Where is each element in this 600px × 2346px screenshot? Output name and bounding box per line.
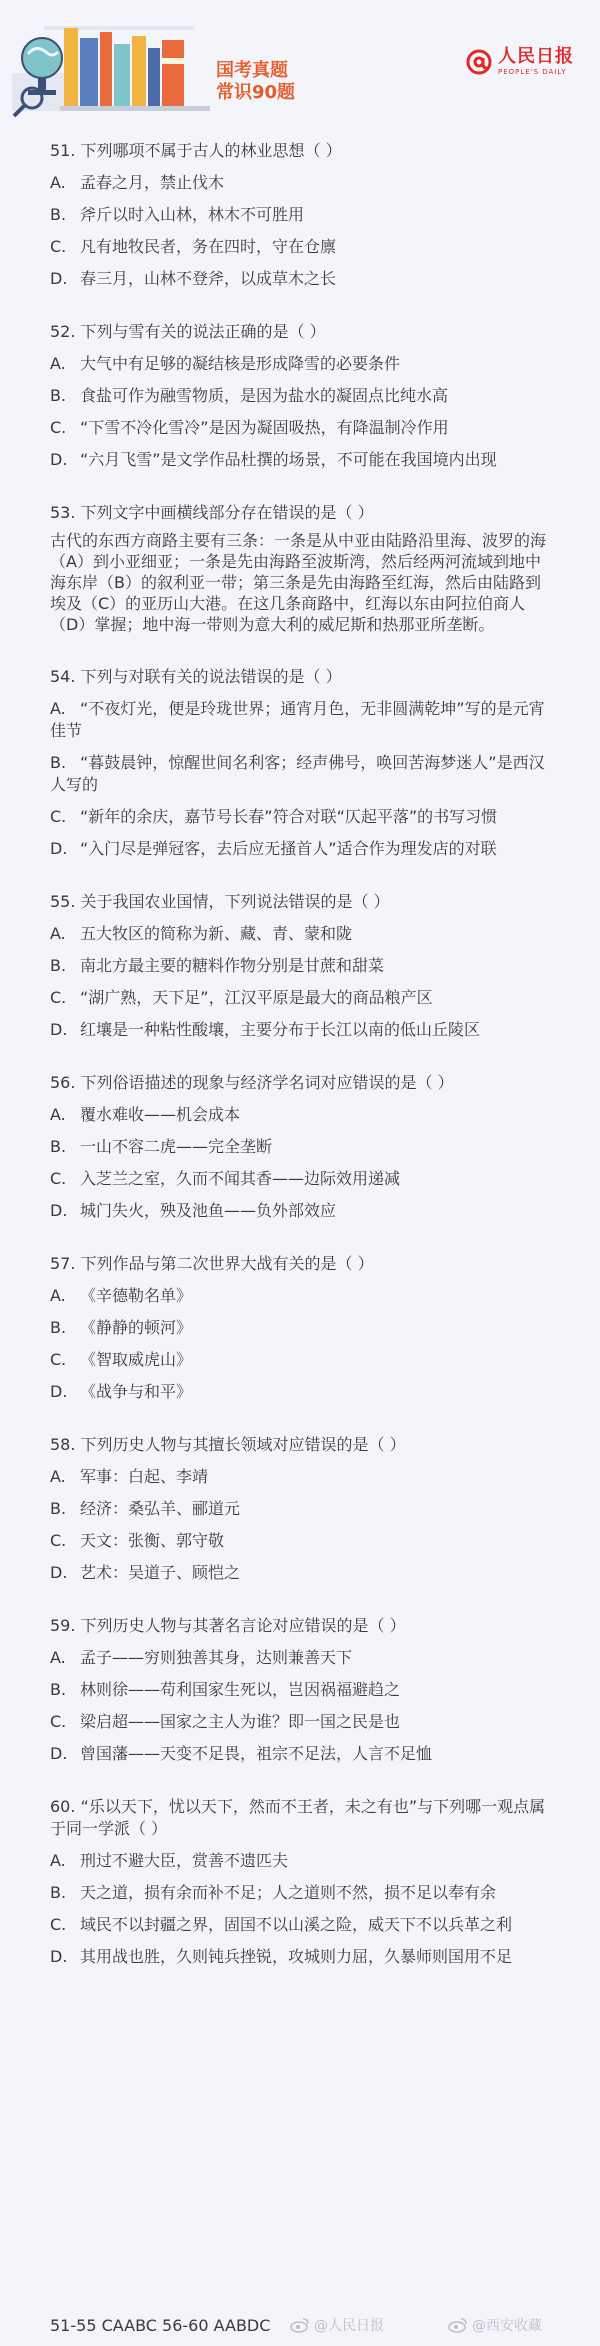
question-stem: 56. 下列俗语描述的现象与经济学名词对应错误的是（ ） <box>50 1073 454 1092</box>
question-stem: 60. “乐以天下，忧以天下，然而不王者，未之有也”与下列哪一观点属于同一学派（ ） <box>50 1797 546 1838</box>
option-letter: D. <box>50 269 68 288</box>
option-a <box>50 172 554 194</box>
brand-name-english: PEOPLE'S DAILY <box>498 68 567 76</box>
option-text: 林则徐——苟利国家生死以，岂因祸福避趋之 <box>80 1680 401 1699</box>
option-text: 军事：白起、李靖 <box>80 1467 209 1486</box>
option-text: “下雪不冷化雪冷”是因为凝固吸热，有降温制冷作用 <box>80 418 449 437</box>
option-letter: B. <box>50 1137 67 1156</box>
option-text: 斧斤以时入山林，林木不可胜用 <box>80 205 305 224</box>
peoples-daily-logo <box>466 48 574 76</box>
weibo-icon <box>448 2317 468 2333</box>
question-56 <box>50 1072 554 1222</box>
option-d <box>50 1381 554 1403</box>
option-b <box>50 204 554 226</box>
weibo-icon <box>290 2317 310 2333</box>
option-text: “不夜灯光，便是玲珑世界；通宵月色，无非圆满乾坤”写的是元宵佳节 <box>50 699 545 740</box>
option-a <box>50 923 554 945</box>
option-letter: C. <box>50 1531 67 1550</box>
option-letter: D. <box>50 1020 68 1039</box>
option-letter: B. <box>50 205 67 224</box>
question-51 <box>50 140 554 290</box>
option-a <box>50 1466 554 1488</box>
option-letter: A. <box>50 924 66 943</box>
option-text: 《智取威虎山》 <box>80 1350 193 1369</box>
option-b <box>50 1498 554 1520</box>
question-59 <box>50 1615 554 1765</box>
option-text: 城门失火，殃及池鱼——负外部效应 <box>80 1201 337 1220</box>
option-letter: C. <box>50 807 67 826</box>
option-letter: B. <box>50 1499 67 1518</box>
option-letter: C. <box>50 988 67 1007</box>
option-text: 其用战也胜，久则钝兵挫锐，攻城则力屈，久暴师则国用不足 <box>80 1947 513 1966</box>
option-letter: A. <box>50 1648 66 1667</box>
option-c <box>50 1530 554 1552</box>
option-text: “新年的余庆，嘉节号长春”符合对联“仄起平落”的书写习惯 <box>80 807 498 826</box>
option-text: “暮鼓晨钟，惊醒世间名利客；经声佛号，唤回苦海梦迷人”是西汉人写的 <box>50 753 545 794</box>
option-text: 孟春之月，禁止伐木 <box>80 173 225 192</box>
option-c <box>50 417 554 439</box>
option-text: 一山不容二虎——完全垄断 <box>80 1137 273 1156</box>
bookshelf-globe-illustration <box>4 18 214 118</box>
option-text: “入门尽是弹冠客，去后应无搔首人”适合作为理发店的对联 <box>80 839 497 858</box>
option-text: 覆水难收——机会成本 <box>80 1105 241 1124</box>
option-text: 天文：张衡、郭守敬 <box>80 1531 225 1550</box>
option-c <box>50 1349 554 1371</box>
option-text: 《战争与和平》 <box>80 1382 193 1401</box>
option-text: “湖广熟，天下足”，江汉平原是最大的商品粮产区 <box>80 988 433 1007</box>
option-a <box>50 698 554 742</box>
option-b <box>50 1882 554 1904</box>
option-a <box>50 1104 554 1126</box>
option-letter: B. <box>50 956 67 975</box>
answer-key: 51-55 CAABC 56-60 AABDC <box>50 2316 271 2335</box>
option-letter: C. <box>50 1915 67 1934</box>
option-letter: B. <box>50 1680 67 1699</box>
option-text: 凡有地牧民者，务在四时，守在仓廪 <box>80 237 337 256</box>
option-b <box>50 955 554 977</box>
question-53 <box>50 502 554 635</box>
question-stem: 51. 下列哪项不属于古人的林业思想（ ） <box>50 141 342 160</box>
option-text: 红壤是一种粘性酸壤，主要分布于长江以南的低山丘陵区 <box>80 1020 481 1039</box>
option-c <box>50 236 554 258</box>
question-54 <box>50 666 554 860</box>
question-list <box>50 140 554 1999</box>
header-banner <box>0 0 600 128</box>
option-d <box>50 1019 554 1041</box>
option-text: 五大牧区的简称为新、藏、青、蒙和陇 <box>80 924 353 943</box>
option-letter: B. <box>50 386 67 405</box>
question-stem: 59. 下列历史人物与其著名言论对应错误的是（ ） <box>50 1616 406 1635</box>
option-letter: A. <box>50 1851 66 1870</box>
option-c <box>50 1711 554 1733</box>
question-stem: 58. 下列历史人物与其擅长领域对应错误的是（ ） <box>50 1435 406 1454</box>
header-title-line1: 国考真题 <box>216 60 288 81</box>
option-letter: C. <box>50 1350 67 1369</box>
question-57 <box>50 1253 554 1403</box>
option-text: 春三月，山林不登斧，以成草木之长 <box>80 269 337 288</box>
option-letter: A. <box>50 354 66 373</box>
option-text: 孟子——穷则独善其身，达则兼善天下 <box>80 1648 353 1667</box>
option-text: 刑过不避大臣，赏善不遗匹夫 <box>80 1851 289 1870</box>
question-52 <box>50 321 554 471</box>
option-letter: A. <box>50 1105 66 1124</box>
option-c <box>50 1168 554 1190</box>
option-letter: D. <box>50 450 68 469</box>
option-d <box>50 1562 554 1584</box>
watermark-text: @西安收藏 <box>472 2318 542 2334</box>
option-text: 艺术：吴道子、顾恺之 <box>80 1563 241 1582</box>
option-d <box>50 838 554 860</box>
question-passage: 古代的东西方商路主要有三条：一条是从中亚由陆路沿里海、波罗的海（A）到小亚细亚；一条是先由海路至波斯湾，然后经两河流域到地中海东岸（B）的叙利亚一带；第三条是先由海路至红海，然后由陆路到埃及（C）的亚历山大港。在这几条商路中，红海以东由阿拉伯商人（D）掌握；地中海一带则为意大利的威尼斯和热那亚所垄断。 <box>50 531 547 634</box>
option-letter: C. <box>50 237 67 256</box>
option-c <box>50 987 554 1009</box>
option-letter: D. <box>50 1563 68 1582</box>
option-letter: A. <box>50 1467 66 1486</box>
question-58 <box>50 1434 554 1584</box>
brand-name: 人民日报 <box>498 46 574 67</box>
option-b <box>50 1136 554 1158</box>
option-c <box>50 1914 554 1936</box>
question-60 <box>50 1796 554 1968</box>
option-text: 域民不以封疆之界，固国不以山溪之险，威天下不以兵革之利 <box>80 1915 513 1934</box>
option-text: 经济：桑弘羊、郦道元 <box>80 1499 241 1518</box>
option-text: 天之道，损有余而补不足；人之道则不然，损不足以奉有余 <box>80 1883 497 1902</box>
option-letter: B. <box>50 1318 67 1337</box>
header-title <box>216 60 295 104</box>
option-text: 曾国藩——天变不足畏，祖宗不足法，人言不足恤 <box>80 1744 433 1763</box>
option-letter: C. <box>50 1712 67 1731</box>
question-stem: 55. 关于我国农业国情，下列说法错误的是（ ） <box>50 892 390 911</box>
option-b <box>50 752 554 796</box>
option-letter: A. <box>50 173 66 192</box>
header-title-line2: 常识90题 <box>216 82 296 103</box>
question-stem: 52. 下列与雪有关的说法正确的是（ ） <box>50 322 326 341</box>
option-text: 食盐可作为融雪物质，是因为盐水的凝固点比纯水高 <box>80 386 449 405</box>
option-d <box>50 1743 554 1765</box>
option-letter: B. <box>50 753 67 772</box>
option-text: 梁启超——国家之主人为谁？即一国之民是也 <box>80 1712 401 1731</box>
option-b <box>50 385 554 407</box>
option-text: 大气中有足够的凝结核是形成降雪的必要条件 <box>80 354 401 373</box>
option-letter: D. <box>50 1744 68 1763</box>
option-d <box>50 1200 554 1222</box>
question-stem: 57. 下列作品与第二次世界大战有关的是（ ） <box>50 1254 374 1273</box>
option-text: 《静静的顿河》 <box>80 1318 193 1337</box>
option-letter: D. <box>50 1382 68 1401</box>
at-sign-icon <box>466 49 492 75</box>
option-text: “六月飞雪”是文学作品杜撰的场景，不可能在我国境内出现 <box>80 450 497 469</box>
option-letter: D. <box>50 1201 68 1220</box>
option-text: 南北方最主要的糖料作物分别是甘蔗和甜菜 <box>80 956 385 975</box>
watermark-text: @人民日报 <box>314 2318 384 2334</box>
option-d <box>50 1946 554 1968</box>
option-text: 《辛德勒名单》 <box>80 1286 193 1305</box>
option-letter: D. <box>50 839 68 858</box>
option-c <box>50 806 554 828</box>
option-letter: B. <box>50 1883 67 1902</box>
option-a <box>50 1850 554 1872</box>
option-a <box>50 353 554 375</box>
question-stem: 53. 下列文字中画横线部分存在错误的是（ ） <box>50 503 374 522</box>
option-a <box>50 1647 554 1669</box>
option-text: 入芝兰之室，久而不闻其香——边际效用递减 <box>80 1169 401 1188</box>
option-letter: A. <box>50 1286 66 1305</box>
option-b <box>50 1679 554 1701</box>
option-d <box>50 449 554 471</box>
question-stem: 54. 下列与对联有关的说法错误的是（ ） <box>50 667 342 686</box>
option-letter: A. <box>50 699 66 718</box>
option-a <box>50 1285 554 1307</box>
option-b <box>50 1317 554 1339</box>
weibo-watermark <box>448 2315 542 2335</box>
question-55 <box>50 891 554 1041</box>
weibo-watermark <box>290 2315 384 2335</box>
option-letter: C. <box>50 418 67 437</box>
option-letter: D. <box>50 1947 68 1966</box>
option-d <box>50 268 554 290</box>
option-letter: C. <box>50 1169 67 1188</box>
